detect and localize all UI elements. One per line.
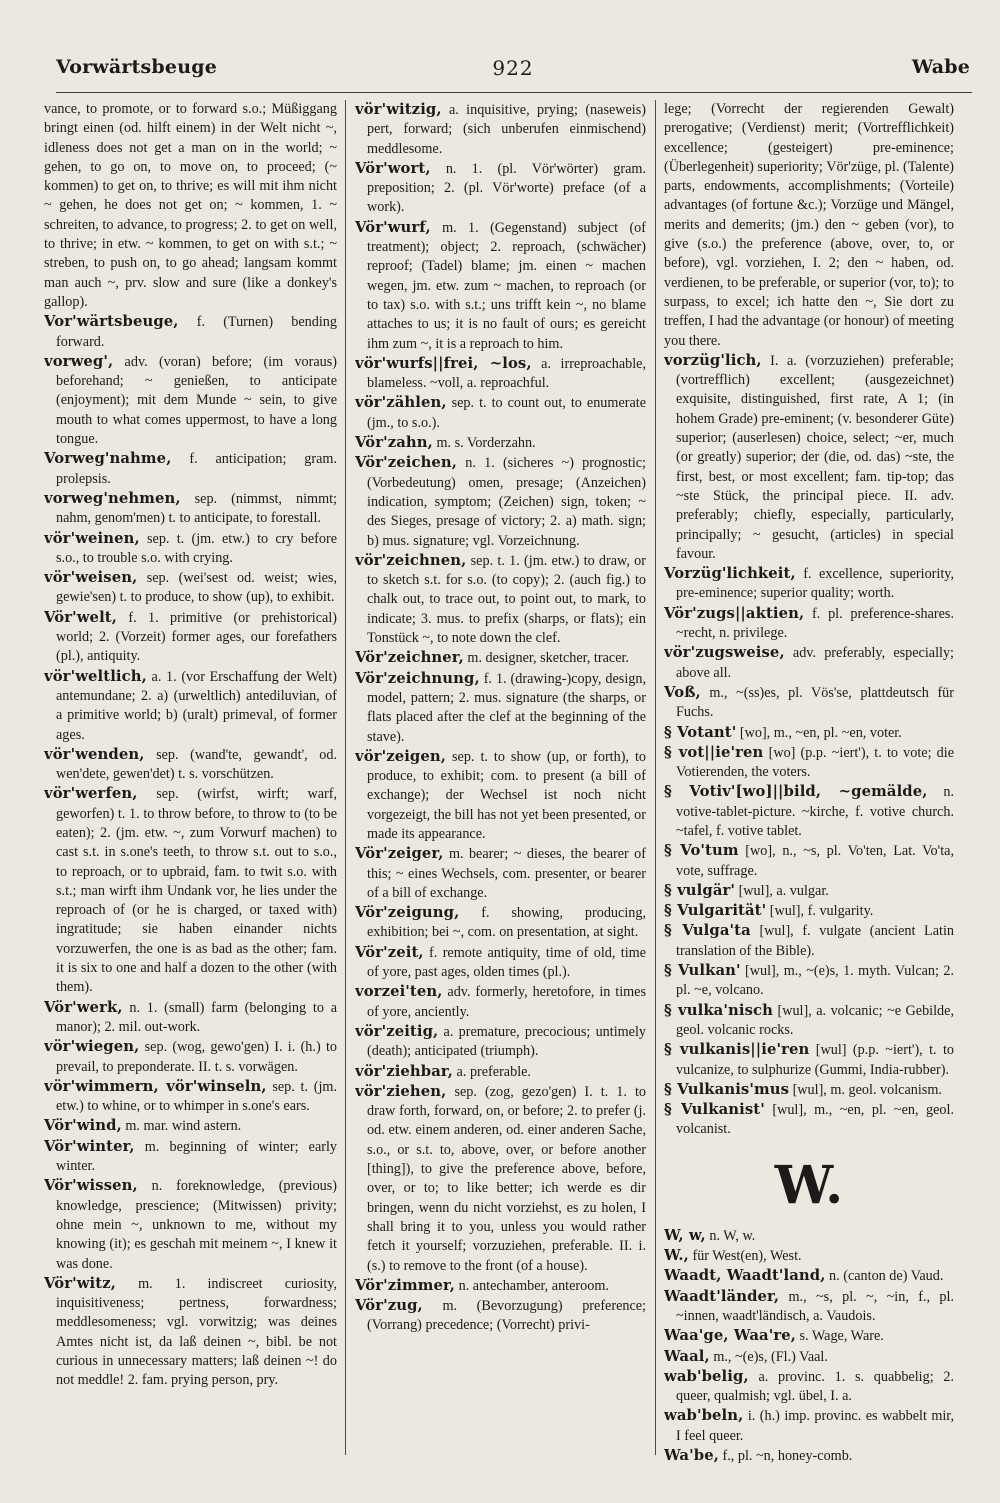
entry-continuation	[44, 100, 337, 312]
header-rule	[56, 92, 972, 93]
headword: Waa'ge, Waa're,	[664, 1327, 796, 1345]
dictionary-entry	[44, 608, 337, 667]
definition-text: [wul], f. vulgate (ancient Latin translation of the Bible).	[676, 923, 954, 959]
headword: § vulkanis||ie'ren	[664, 1041, 810, 1059]
dictionary-entry	[44, 568, 337, 608]
headword: Vör'winter,	[44, 1137, 135, 1155]
definition-text: f. pl. preference-shares. ~recht, n. privilege.	[676, 605, 954, 642]
dictionary-entry	[664, 782, 954, 841]
definition-text: adv. (voran) before; (im voraus) beforehand; ~ genießen, to anticipate (enjoyment); mit dem Munde ~ sein, to give mouth to what comes uppermost, to have a long tongue.	[56, 353, 337, 448]
dictionary-entry	[355, 159, 646, 218]
headword: Wa'be,	[664, 1447, 719, 1463]
definition-text: sep. (wand'te, gewandt', od. wen'dete, gewen'det) t. s. vorschützen.	[56, 746, 337, 783]
definition-text: m., ~(ss)es, pl. Vös'se, plattdeutsch für Fuchs.	[676, 684, 954, 721]
headword: § Votiv'[wo]||bild, ~gemälde,	[664, 783, 928, 801]
column-1	[44, 100, 337, 1463]
headword: Vör'zeichner,	[355, 649, 464, 667]
dictionary-entry	[44, 998, 337, 1038]
definition-text: adv. formerly, heretofore, in times of yore, anciently.	[367, 984, 646, 1020]
definition-text: a. preferable.	[456, 1063, 531, 1080]
definition-text: [wul], m., ~en, pl. ~en, geol. volcanist.	[676, 1102, 954, 1138]
dictionary-entry	[664, 961, 954, 1001]
dictionary-entry	[664, 1446, 954, 1463]
definition-text: n. antechamber, anteroom.	[458, 1277, 609, 1294]
headword: Vör'zahn,	[355, 434, 433, 452]
definition-text: [wul], m. geol. volcanism.	[792, 1081, 942, 1098]
page-number: 922	[492, 56, 534, 80]
headword: Vorzüg'lichkeit,	[664, 565, 796, 583]
headword: W, w,	[664, 1226, 706, 1244]
column-divider-1	[345, 100, 346, 1455]
definition-text: sep. t. (jm. etw.) to whine, or to whimper in s.one's ears.	[56, 1078, 337, 1115]
dictionary-entry	[355, 100, 646, 159]
definition-text: m. beginning of winter; early winter.	[56, 1138, 337, 1175]
headword: § Vo'tum	[664, 842, 739, 860]
dictionary-entry	[44, 312, 337, 352]
headword: vör'wimmern, vör'winseln,	[44, 1077, 267, 1095]
dictionary-entry	[44, 784, 337, 997]
definition-text: a. inquisitive, prying; (naseweis) pert, forward; (sich unberufen einmischend) meddlesome.	[367, 102, 646, 157]
headword: Vör'zeiger,	[355, 845, 444, 863]
dictionary-entry	[664, 1287, 954, 1327]
headword: Vör'zeit,	[355, 943, 424, 961]
headword: Vör'witz,	[44, 1274, 116, 1292]
dictionary-entry	[44, 1137, 337, 1177]
dictionary-entry	[355, 844, 646, 903]
definition-text: [wul] (p.p. ~iert'), t. to vulcanize, to sulphurize (Gummi, India-rubber).	[676, 1042, 954, 1078]
definition-text: n. 1. (sicheres ~) prognostic; (Vorbedeutung) omen, presage; (Anzeichen) indication, symptom; (Zeichen) sign, token; ~ des Sieges, presage of victory; 2. a) math. sign; b) mus. signature; vgl. Vorzeichnung.	[367, 455, 646, 549]
headword: vorzüg'lich,	[664, 351, 762, 369]
headword: § vulgär'	[664, 881, 736, 899]
dictionary-entry	[355, 433, 646, 453]
dictionary-entry	[664, 1100, 954, 1140]
definition-text: [wul], a. vulgar.	[738, 882, 829, 899]
definition-text: sep. t. to count out, to enumerate (jm., to s.o.).	[367, 395, 646, 431]
definition-text: m., ~s, pl. ~, ~in, f., pl. ~innen, waadt'ländisch, a. Vaudois.	[676, 1288, 954, 1324]
headword: § Vulkan'	[664, 962, 741, 980]
dictionary-entry	[44, 489, 337, 529]
dictionary-entry	[355, 354, 646, 394]
dictionary-entry	[44, 1176, 337, 1273]
dictionary-entry	[355, 903, 646, 943]
dictionary-entry	[44, 352, 337, 449]
dictionary-entry	[355, 669, 646, 747]
headword: Vör'zugs||aktien,	[664, 604, 805, 622]
headword: Vör'wurf,	[355, 218, 431, 236]
headword: vör'zählen,	[355, 394, 447, 412]
definition-text: f. showing, producing, exhibition; bei ~, com. on presentation, at sight.	[367, 905, 646, 941]
definition-text: a. provinc. 1. s. quabbelig; 2. queer, qualmish; vgl. übel, I. a.	[676, 1368, 954, 1405]
dictionary-entry	[355, 1082, 646, 1276]
dictionary-entry	[44, 1037, 337, 1077]
headword: vör'ziehen,	[355, 1082, 447, 1100]
definition-text: m. bearer; ~ dieses, the bearer of this; ~ eines Wechsels, com. presenter, or bearer of a bill of exchange.	[367, 846, 646, 901]
headword: Vör'zimmer,	[355, 1276, 456, 1294]
definition-text: n. (canton de) Vaud.	[829, 1268, 944, 1285]
dictionary-entry	[355, 1276, 646, 1296]
dictionary-entry	[355, 747, 646, 844]
dictionary-entry	[664, 564, 954, 604]
headword: § Vulga'ta	[664, 922, 751, 940]
definition-text: m. 1. indiscreet curiosity, inquisitiveness; pertness, forwardness; meddlesomeness; vgl. vorwitzig; was deines Amtes nicht ist, da laß deinen ~, bibl. be not curious in unnecessary matters; laß deinen ~! do not meddle! 2. fam. prying person, pry.	[56, 1275, 337, 1389]
headword: wab'beln,	[664, 1407, 744, 1425]
dictionary-entry	[664, 1406, 954, 1446]
dictionary-entry	[355, 551, 646, 648]
definition-text: [wo], m., ~en, pl. ~en, voter.	[739, 724, 902, 741]
headword: Vör'wind,	[44, 1117, 122, 1135]
definition-text: m. (Bevorzugung) preference; (Vorrang) precedence; (Vorrecht) privi-	[367, 1298, 646, 1334]
headword: Vör'werk,	[44, 998, 123, 1016]
headword: vorzei'ten,	[355, 983, 443, 1001]
dictionary-entry	[355, 1296, 646, 1336]
dictionary-entry	[664, 351, 954, 564]
definition-text: [wul], f. vulgarity.	[769, 903, 874, 920]
dictionary-entry	[355, 1022, 646, 1062]
headword: Vör'zug,	[355, 1297, 423, 1315]
dictionary-entry	[355, 982, 646, 1022]
definition-text: a. irreproachable, blameless. ~voll, a. reproachful.	[367, 355, 646, 392]
headword: § Vulgarität'	[664, 902, 767, 920]
definition-text: m., ~(e)s, (Fl.) Vaal.	[713, 1348, 828, 1365]
definition-text: [wul], m., ~(e)s, 1. myth. Vulcan; 2. pl. ~e, volcano.	[676, 963, 954, 999]
definition-text: n. votive-tablet-picture. ~kirche, f. votive church. ~tafel, f. votive tablet.	[676, 784, 954, 839]
definition-text: I. a. (vorzuziehen) preferable; (vortrefflich) excellent; (ausgezeichnet) exquisite, distinguished, first rate, A 1; (in hohem Grade) pre-eminent; (v. besonderer Güte) superior; (auserlesen) choice, select; ~er, much (or greatly) superior; der (die, od. das) ~ste, the first, best, or most excellent; fam. tip-top; das ~ste Stück, the principal piece. II. adv. preferably; chiefly, especially, particularly, principally; ~ gesucht, (articles) in special favour.	[676, 352, 954, 562]
headword: § Vulkanis'mus	[664, 1080, 790, 1098]
definition-text: f. (Turnen) bending forward.	[56, 314, 337, 350]
dictionary-entry	[664, 921, 954, 961]
definition-text: f., pl. ~n, honey-comb.	[722, 1448, 853, 1463]
column-3	[664, 100, 954, 1463]
headword: vör'zugsweise,	[664, 644, 785, 662]
headword: § vot||ie'ren	[664, 743, 764, 761]
headword: vör'zeichnen,	[355, 551, 467, 569]
dictionary-entry	[355, 1062, 646, 1082]
dictionary-entry	[44, 1116, 337, 1136]
dictionary-entry	[44, 1077, 337, 1117]
headword: vör'weltlich,	[44, 667, 147, 685]
definition-text: [wo] (p.p. ~iert'), t. to vote; die Votierenden, the voters.	[676, 744, 954, 781]
headword: Waadt'länder,	[664, 1287, 780, 1305]
dictionary-entry	[664, 1347, 954, 1367]
definition-text: adv. preferably, especially; above all.	[676, 645, 954, 681]
definition-text: s. Wage, Ware.	[799, 1328, 884, 1345]
dictionary-entry	[664, 1001, 954, 1041]
dictionary-entry	[664, 841, 954, 881]
dictionary-entry	[355, 943, 646, 983]
definition-text: [wul], a. volcanic; ~e Gebilde, geol. volcanic rocks.	[676, 1002, 954, 1038]
section-letter: W.	[774, 1154, 844, 1216]
running-head-right: Wabe	[911, 56, 970, 78]
dictionary-entry	[664, 1367, 954, 1407]
definition-text: sep. t. (jm. etw.) to cry before s.o., to trouble s.o. with crying.	[56, 530, 337, 566]
headword: vorweg'nehmen,	[44, 489, 181, 507]
column-2	[355, 100, 646, 1463]
dictionary-entry	[44, 449, 337, 489]
headword: vör'weisen,	[44, 569, 138, 587]
headword: vör'weinen,	[44, 529, 140, 547]
dictionary-entry	[664, 1040, 954, 1080]
dictionary-entry	[44, 745, 337, 785]
headword: § vulka'nisch	[664, 1001, 773, 1019]
dictionary-entry	[664, 683, 954, 723]
headword: Waadt, Waadt'land,	[664, 1267, 826, 1285]
headword: § Votant'	[664, 723, 737, 741]
headword: wab'belig,	[664, 1367, 749, 1385]
headword: Vör'zeichen,	[355, 454, 458, 472]
page-header	[56, 56, 970, 90]
definition-text: sep. t. 1. (jm. etw.) to draw, or to sketch s.t. for s.o. (to copy); 2. (auch fig.) to chalk out, to trace out, to point out, to mark, to indicate; 3. mus. to prefix (sharps, or flats); ein Tonstück ~, to note down the clef.	[367, 552, 646, 647]
definition-text: f. anticipation; gram. prolepsis.	[56, 451, 337, 487]
definition-text: sep. (wei'sest od. weist; wies, gewie'sen) t. to produce, to show (up), to exhibit.	[56, 570, 337, 606]
definition-text: f. excellence, superiority, pre-eminence; superior quality; worth.	[676, 566, 954, 602]
dictionary-entry	[664, 643, 954, 683]
definition-text: sep. (zog, gezo'gen) I. t. 1. to draw forth, forward, on, or before; 2. to prefer (j. od. etw. einem anderen, od. einer anderen Sache, s.o., or s.t. to, above, over, or before another [thing]), to give the preference above, before, over, or to; to like better; ich werde es dir bringen, wenn du nicht vorziehst, es zu holen, I shall bring it to you, unless you would rather fetch it yourself; vorzuziehen, preferable. II. i. (s.) to remove to the front (of a house).	[367, 1083, 646, 1274]
dictionary-entry	[44, 667, 337, 745]
dictionary-entry	[664, 604, 954, 644]
definition-text: sep. (wog, gewo'gen) I. i. (h.) to prevail, to preponderate. II. t. s. vorwägen.	[56, 1039, 337, 1075]
headword: vör'zeitig,	[355, 1022, 439, 1040]
definition-text: sep. (wirfst, wirft; warf, geworfen) t. 1. to throw before, to throw to (to be eaten); 2. (jm. etw. ~, zum Vorwurf machen) to cast s.t. in s.one's teeth, to throw s.t. out to s.o., to reproach, or to upbraid, fam. to twit s.o. with s.t.; man wirft ihm Undank vor, he lies under the reproach of (or he is charged, or taxed with) ingratitude; sie haben einander nichts vorzuwerfen, the one is as bad as the other; fam. it is six to one and half a dozen to the other (with them).	[56, 786, 337, 996]
headword: vör'werfen,	[44, 785, 138, 803]
headword: vör'witzig,	[355, 101, 442, 118]
running-head-left: Vorwärtsbeuge	[56, 56, 217, 78]
definition-text: sep. t. to show (up, or forth), to produce, to exhibit; com. to present (a bill of exchange); der Wechsel ist noch nicht vorgezeigt, the bill has not yet been presented, or made its appearance.	[367, 748, 646, 842]
definition-text: sep. (nimmst, nimmt; nahm, genom'men) t. to anticipate, to forestall.	[56, 490, 337, 527]
dictionary-entry	[664, 1326, 954, 1346]
headword: Vor'wärtsbeuge,	[44, 313, 179, 331]
headword: Vör'zeigung,	[355, 904, 460, 922]
dictionary-entry	[355, 218, 646, 354]
definition-text: n. W, w.	[709, 1227, 756, 1244]
headword: § Vulkanist'	[664, 1101, 765, 1119]
dictionary-entry	[664, 1246, 954, 1266]
definition-text: f. 1. primitive (or prehistorical) world; 2. (Vorzeit) former ages, our forefathers (pl.), antiquity.	[56, 609, 337, 665]
headword: Voß,	[664, 683, 701, 701]
entry-continuation	[664, 100, 954, 351]
dictionary-entry	[664, 743, 954, 783]
headword: vör'ziehbar,	[355, 1062, 453, 1080]
definition-text: lege; (Vorrecht der regierenden Gewalt) prerogative; (Verdienst) merit; (Vortrefflichkeit) excellence; (gesteigert) pre-eminence; (Überlegenheit) superiority; Vör'züge, pl. (Talente) parts, endowments, accomplishments; (Vorteile) advantages (of fortune &c.); Vorzüge und Mängel, merits and demerits; (jm.) den ~ geben (vor), to give (s.o.) the preference (above, over, to, or before), vgl. vorziehen, I. 2; den ~ haben, od. verdienen, to be preferable, or superior (vor, to); to surpass, to excel; ich hatte den ~, Sie dort zu treffen, I had the advantage (or honour) of meeting you there.	[664, 101, 954, 349]
definition-text: m. mar. wind astern.	[125, 1118, 242, 1135]
definition-text: m. 1. (Gegenstand) subject (of treatment); object; 2. reproach, (schwächer) reproof; (Tadel) blame; jm. einen ~ machen wegen, jm. etw. zum ~ machen, to reproach (or to tax) s.o. with s.t.; uns trifft kein ~, no blame attaches to us; it is no fault of ours; es gereicht ihm zum ~, it is a reproach to him.	[367, 219, 646, 352]
definition-text: m. s. Vorderzahn.	[436, 435, 536, 452]
headword: vör'zeigen,	[355, 747, 447, 765]
dictionary-entry	[44, 529, 337, 569]
dictionary-entry	[664, 901, 954, 921]
headword: vör'wurfs||frei, ~los,	[355, 354, 532, 372]
headword: Vör'welt,	[44, 608, 117, 626]
headword: Vör'zeichnung,	[355, 669, 480, 687]
headword: Vör'wissen,	[44, 1177, 138, 1195]
dictionary-entry	[664, 881, 954, 901]
definition-text: n. 1. (small) farm (belonging to a manor); 2. mil. out-work.	[56, 999, 337, 1035]
dictionary-entry	[355, 453, 646, 550]
definition-text: i. (h.) imp. provinc. es wabbelt mir, I feel queer.	[676, 1408, 954, 1444]
headword: Vorweg'nahme,	[44, 450, 172, 468]
definition-text: vance, to promote, or to forward s.o.; Müßiggang bringt einen (od. hilft einem) in der Welt nicht ~, idleness does not get a man on in the world; ~ gehen, to go on, to move on, to proceed; (~ kommen) to get on, to thrive; es will mit ihm nicht ~ gehen, he does not get on; ~ kommen, 1. ~ schreiten, to advance, to progress; 2. to get on well, to thrive; in etw. ~ kommen, to get on with s.t.; ~ streben, to push on, to go ahead; langsam kommt man auch ~, prv. slow and sure (like a donkey's gallop).	[44, 101, 337, 310]
headword: vör'wenden,	[44, 745, 145, 763]
headword: vör'wiegen,	[44, 1038, 140, 1056]
definition-text: f. remote antiquity, time of old, time of yore, past ages, olden times (pl.).	[367, 944, 646, 981]
headword: W.,	[664, 1247, 689, 1265]
definition-text: n. foreknowledge, (previous) knowledge, prescience; (Mitwissen) privity; ohne mein ~, unknown to me, without my knowing (it); es geschah mit meinem ~, I knew it was done.	[56, 1178, 337, 1272]
dictionary-entry	[355, 648, 646, 668]
definition-text: m. designer, sketcher, tracer.	[467, 650, 629, 667]
headword: Vör'wort,	[355, 159, 431, 177]
definition-text: [wo], n., ~s, pl. Vo'ten, Lat. Vo'ta, vote, suffrage.	[676, 843, 954, 879]
dictionary-entry	[44, 1274, 337, 1391]
definition-text: a. 1. (vor Erschaffung der Welt) antemundane; 2. a) (urweltlich) antediluvian, of a primitive world; b) (uralt) primeval, of former ages.	[56, 668, 337, 743]
definition-text: n. 1. (pl. Vör'wörter) gram. preposition; 2. (pl. Vör'worte) preface (of a work).	[367, 160, 646, 216]
headword: Waal,	[664, 1347, 710, 1365]
column-divider-2	[655, 100, 656, 1455]
dictionary-entry	[355, 393, 646, 433]
dictionary-entry	[664, 1266, 954, 1286]
dictionary-entry	[664, 723, 954, 743]
dictionary-entry	[664, 1226, 954, 1246]
definition-text: f. 1. (drawing-)copy, design, model, pattern; 2. mus. signature (the sharps, or flats placed after the clef at the beginning of the stave).	[367, 670, 646, 745]
dictionary-entry	[664, 1080, 954, 1100]
definition-text: a. premature, precocious; untimely (death); anticipated (triumph).	[367, 1023, 646, 1060]
definition-text: für West(en), West.	[692, 1248, 802, 1265]
headword: vorweg',	[44, 352, 114, 370]
